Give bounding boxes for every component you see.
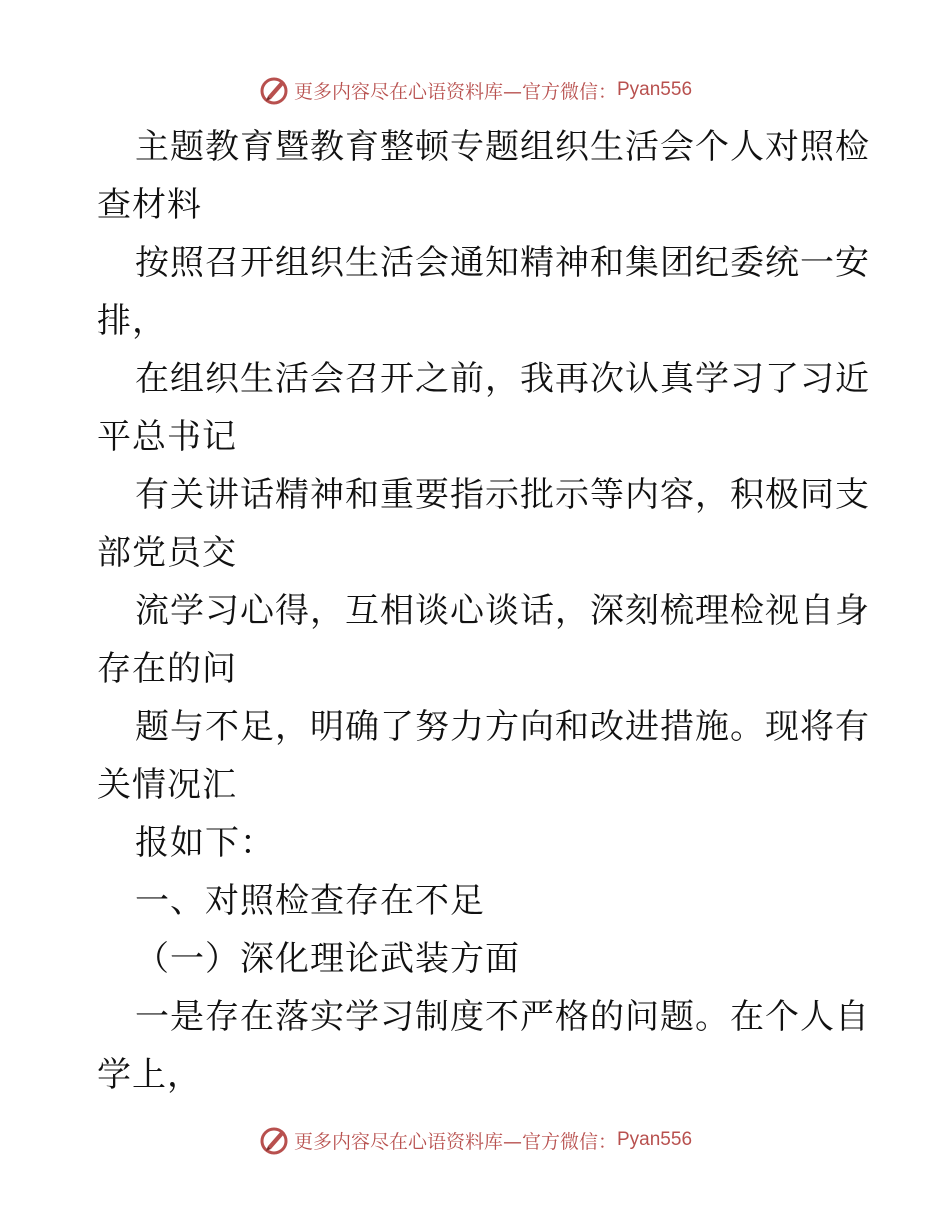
paragraph-line: 排， — [97, 301, 167, 341]
paragraph-line: 按照召开组织生活会通知精神和集团纪委统一安 — [135, 243, 870, 283]
paragraph-line: 平总书记 — [97, 417, 237, 457]
banner-wechat-id: Pyan556 — [617, 1129, 693, 1150]
paragraph-line: 学上， — [97, 1055, 202, 1095]
paragraph-line: 有关讲话精神和重要指示批示等内容，积极同支 — [135, 475, 870, 515]
banner-text: 更多内容尽在心语资料库—官方微信： — [293, 1130, 617, 1153]
header-banner — [0, 70, 950, 110]
document-title-line-1: 主题教育暨教育整顿专题组织生活会个人对照检 — [135, 127, 870, 167]
pen-logo-icon — [258, 74, 290, 106]
banner-text: 更多内容尽在心语资料库—官方微信： — [293, 80, 617, 103]
paragraph-line: 关情况汇 — [97, 765, 237, 805]
paragraph-line: 一是存在落实学习制度不严格的问题。在个人自 — [135, 997, 870, 1037]
footer-banner — [0, 1120, 950, 1160]
paragraph-line: 存在的问 — [97, 649, 237, 689]
paragraph-line: 在组织生活会召开之前，我再次认真学习了习近 — [135, 359, 870, 399]
paragraph-line: 流学习心得，互相谈心谈话，深刻梳理检视自身 — [135, 591, 870, 631]
paragraph-line: 题与不足，明确了努力方向和改进措施。现将有 — [135, 707, 870, 747]
banner-wechat-id: Pyan556 — [617, 79, 693, 100]
paragraph-line: 部党员交 — [97, 533, 237, 573]
paragraph-line: 报如下： — [135, 823, 275, 863]
document-title-line-2: 查材料 — [97, 185, 202, 225]
document-body — [97, 118, 870, 1104]
section-heading: 一、对照检查存在不足 — [135, 881, 485, 921]
pen-logo-icon — [258, 1124, 290, 1156]
subsection-heading: （一）深化理论武装方面 — [135, 939, 520, 979]
